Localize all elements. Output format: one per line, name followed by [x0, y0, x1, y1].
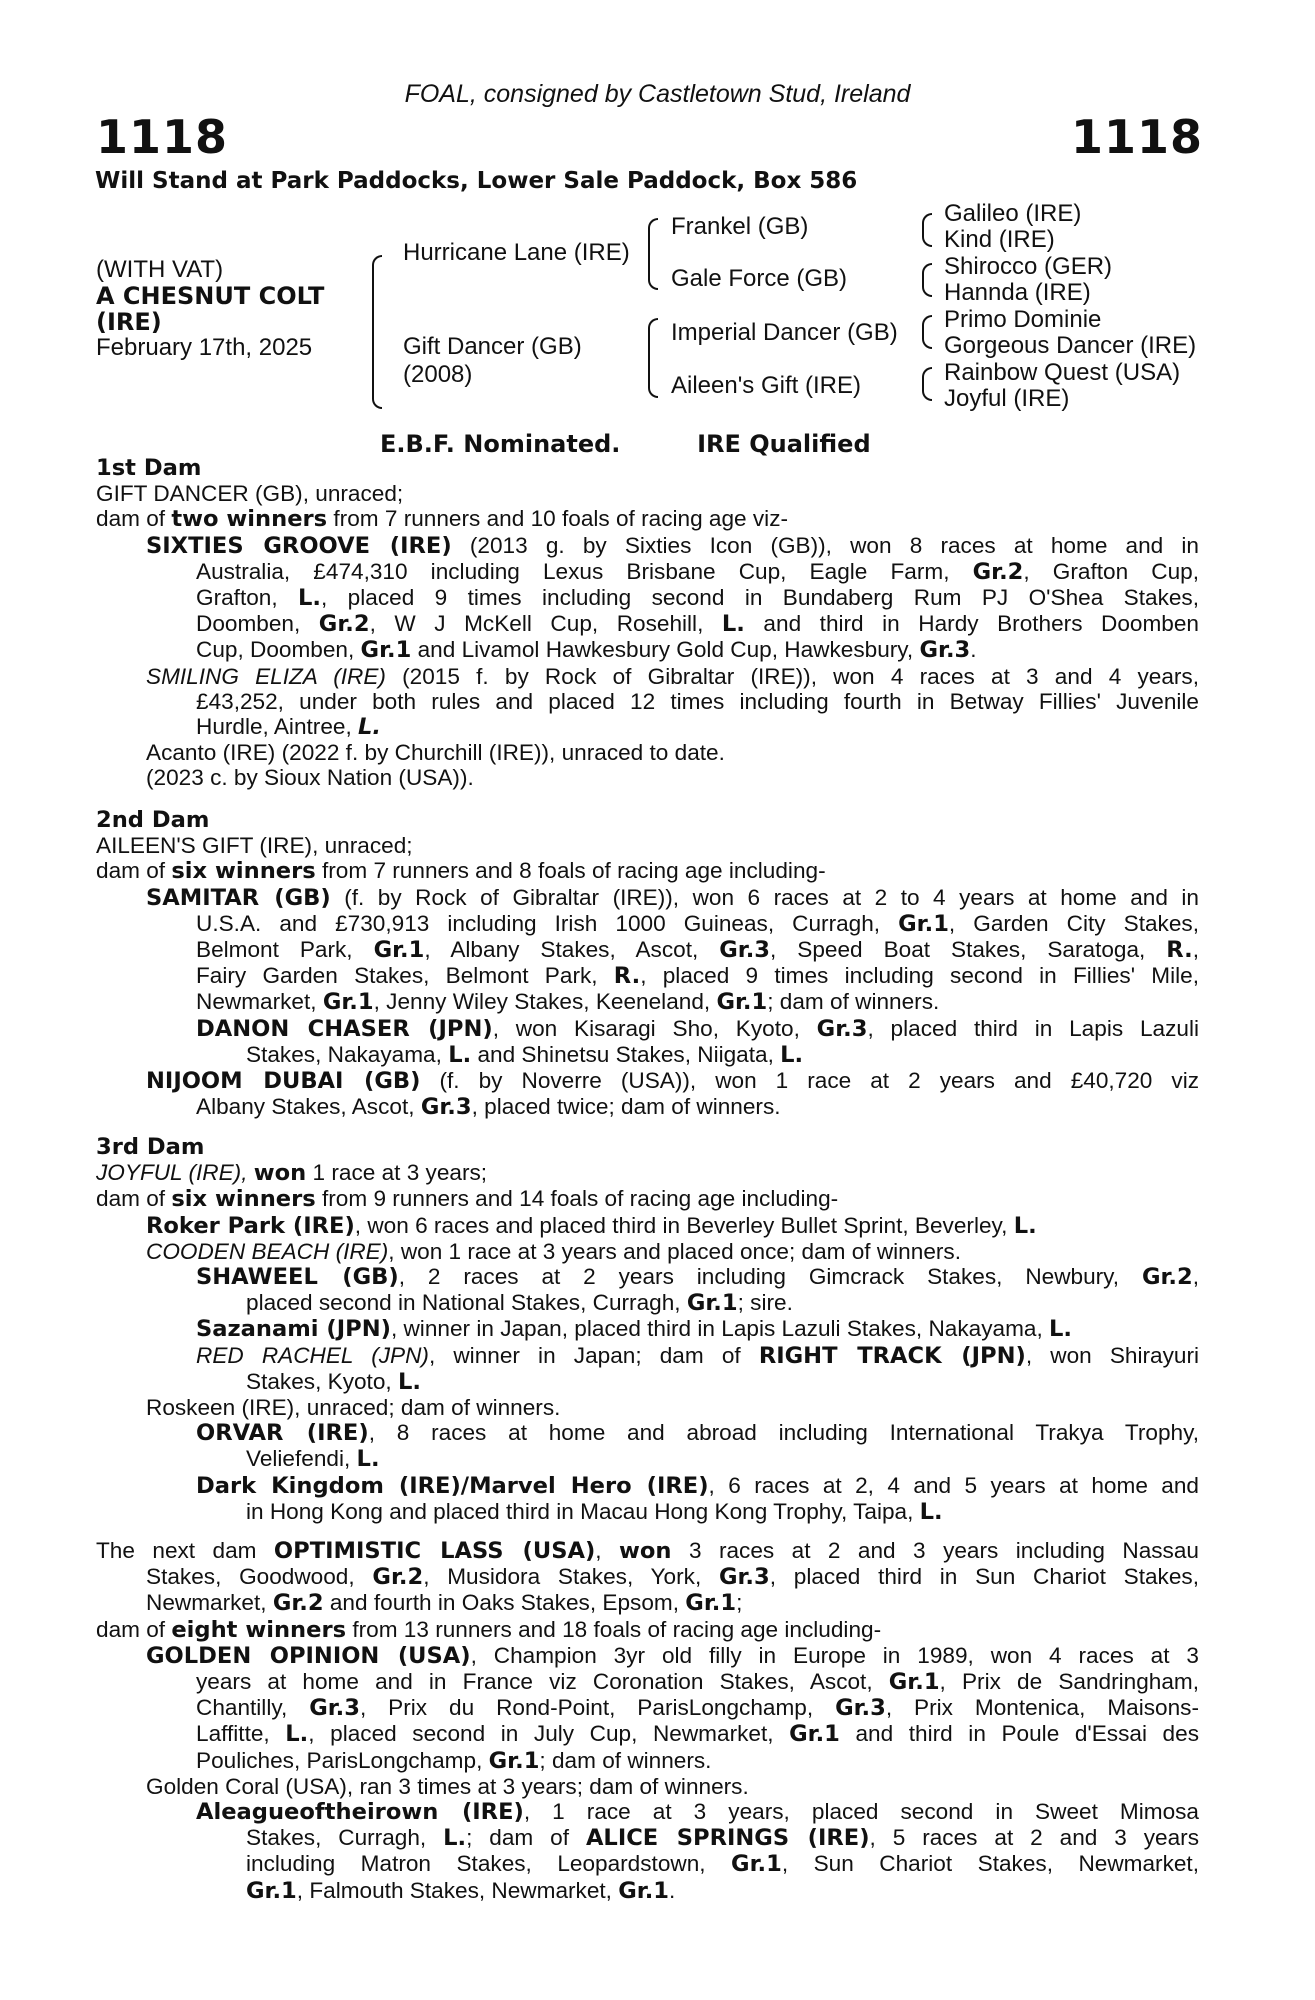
brace-ds: [922, 315, 932, 349]
second-dam-section: 2nd Dam AILEEN'S GIFT (IRE), unraced; dam of six winners from 7 runners and 8 foals of racing age including- SAMITAR (GB) (f. by Rock of Gibraltar (IRE)), won 6 races at 2 to 4 years at home and in U.S.A. and £730,913 including Irish 1000 Guineas, Curragh, Gr.1, Garden City Stakes, Belmont Park, Gr.1, Albany Stakes, Ascot, Gr.3, Speed Boat Stakes, Saratoga, R., Fairy Garden Stakes, Belmont Park, R., placed 9 times including second in Fillies' Mile, Newmarket, Gr.1, Jenny Wiley Stakes, Keeneland, Gr.1; dam of winners. DANON CHASER (JPN), won Kisaragi Sho, Kyoto, Gr.3, placed third in Lapis Lazuli Stakes, Nakayama, L. and Shinetsu Stakes, Niigata, L. NIJOOM DUBAI (GB) (f. by Noverre (USA)), won 1 race at 2 years and £40,720 viz Albany Stakes, Ascot, Gr.3, placed twice; dam of winners.: [96, 807, 1200, 1121]
produce-entry: Roker Park (IRE), won 6 races and placed third in Beverley Bullet Sprint, Beverley, L.: [146, 1212, 1037, 1239]
ddd: Joyful (IRE): [944, 385, 1070, 412]
produce-entry: (2023 c. by Sioux Nation (USA)).: [146, 765, 474, 791]
produce-entry: Sazanami (JPN), winner in Japan, placed third in Lapis Lazuli Stakes, Nakayama, L.: [196, 1316, 1073, 1343]
first-dam-section: 1st Dam GIFT DANCER (GB), unraced; dam of two winners from 7 runners and 10 foals of racing age viz- SIXTIES GROOVE (IRE) (2013 g. by Sixties Icon (GB)), won 8 races at home and in Australia, £474,310 including Lexus Brisbane Cup, Eagle Farm, Gr.2, Grafton Cup, Grafton, L., placed 9 times including second in Bundaberg Rum PJ O'Shea Stakes, Doomben, Gr.2, W J McKell Cup, Rosehill, L. and third in Hardy Brothers Doomben Cup, Doomben, Gr.1 and Livamol Hawkesbury Gold Cup, Hawkesbury, Gr.3. SMILING ELIZA (IRE) (2015 f. by Rock of Gibraltar (IRE)), won 4 races at 3 and 4 years, £43,252, under both rules and placed 12 times including fourth in Betway Fillies' Juvenile Hurdle, Aintree, L. Acanto (IRE) (2022 f. by Churchill (IRE)), unraced to date. (2023 c. by Sioux Nation (USA)).: [96, 455, 1200, 791]
produce-entry: Aleagueoftheirown (IRE), 1 race at 3 years, placed second in Sweet Mimosa: [196, 1799, 1199, 1826]
ire-note: IRE Qualified: [697, 430, 871, 458]
ebf-note: E.B.F. Nominated.: [380, 430, 621, 458]
brace-dam: [648, 318, 658, 398]
produce-entry: Golden Coral (USA), ran 3 times at 3 years; dam of winners.: [146, 1773, 749, 1799]
section-heading: 2nd Dam: [96, 807, 210, 833]
produce-entry: SIXTIES GROOVE (IRE) (2013 g. by Sixties Icon (GB)), won 8 races at home and in: [146, 532, 1199, 559]
produce-entry: GOLDEN OPINION (USA), Champion 3yr old filly in Europe in 1989, won 4 races at 3: [146, 1642, 1199, 1669]
dds: Rainbow Quest (USA): [944, 359, 1181, 386]
produce-entry: SHAWEEL (GB), 2 races at 2 years including Gimcrack Stakes, Newbury, Gr.2,: [196, 1264, 1200, 1291]
horse-name: A CHESNUT COLT: [96, 282, 325, 310]
next-dam-section: The next dam OPTIMISTIC LASS (USA), won 3 races at 2 and 3 years including Nassau Stakes, Goodwood, Gr.2, Musidora Stakes, York, Gr.3, placed third in Sun Chariot Stakes, Newmarket, Gr.2 and fourth in Oaks Stakes, Epsom, Gr.1; dam of eight winners from 13 runners and 18 foals of racing age including- GOLDEN OPINION (USA), Champion 3yr old filly in Europe in 1989, won 4 races at 3 years at home and in France viz Coronation Stakes, Ascot, Gr.1, Prix de Sandringham, Chantilly, Gr.3, Prix du Rond-Point, ParisLongchamp, Gr.3, Prix Montenica, Maisons- Laffitte, L., placed second in July Cup, Newmarket, Gr.1 and third in Poule d'Essai des Pouliches, ParisLongchamp, Gr.1; dam of winners. Golden Coral (USA), ran 3 times at 3 years; dam of winners. Aleagueoftheirown (IRE), 1 race at 3 years, placed second in Sweet Mimosa Stakes, Curragh, L.; dam of ALICE SPRINGS (IRE), 5 races at 2 and 3 years including Matron Stakes, Leopardstown, Gr.1, Sun Chariot Stakes, Newmarket, Gr.1, Falmouth Stakes, Newmarket, Gr.1.: [96, 1538, 1200, 1904]
section-heading: 3rd Dam: [96, 1134, 205, 1160]
dss: Primo Dominie: [944, 306, 1102, 333]
sdd: Hannda (IRE): [944, 279, 1091, 306]
sire: Hurricane Lane (IRE): [403, 239, 630, 266]
brace-sire: [648, 218, 658, 290]
dam-sire: Imperial Dancer (GB): [671, 319, 898, 346]
dam: Gift Dancer (GB): [403, 333, 582, 360]
dam-dam: Aileen's Gift (IRE): [671, 372, 861, 399]
dam-produce-line: dam of six winners from 7 runners and 8 foals of racing age including-: [96, 858, 826, 885]
section-heading: 1st Dam: [96, 455, 202, 481]
sire-sire: Frankel (GB): [671, 213, 809, 240]
sire-dam: Gale Force (GB): [671, 265, 848, 292]
produce-entry: DANON CHASER (JPN), won Kisaragi Sho, Kyoto, Gr.3, placed third in Lapis Lazuli: [196, 1015, 1199, 1042]
produce-entry: Dark Kingdom (IRE)/Marvel Hero (IRE), 6 races at 2, 4 and 5 years at home and: [196, 1472, 1199, 1499]
vat-label: (WITH VAT): [96, 256, 224, 283]
brace-ss: [922, 213, 932, 247]
lot-number-right: 1118: [1070, 110, 1203, 164]
produce-entry: Acanto (IRE) (2022 f. by Churchill (IRE)), unraced to date.: [146, 740, 725, 766]
stand-location: Will Stand at Park Paddocks, Lower Sale Paddock, Box 586: [95, 168, 858, 194]
horse-dob: February 17th, 2025: [96, 334, 313, 361]
brace-main: [372, 255, 382, 409]
produce-entry: ORVAR (IRE), 8 races at home and abroad including International Trakya Trophy,: [196, 1420, 1199, 1447]
produce-entry: RED RACHEL (JPN), winner in Japan; dam of RIGHT TRACK (JPN), won Shirayuri: [196, 1342, 1199, 1369]
dsd: Gorgeous Dancer (IRE): [944, 332, 1197, 359]
brace-dd: [922, 367, 932, 401]
dam-line: JOYFUL (IRE), won 1 race at 3 years;: [96, 1160, 488, 1187]
produce-entry: Roskeen (IRE), unraced; dam of winners.: [146, 1395, 561, 1421]
dam-year: (2008): [403, 361, 473, 388]
dam-produce-line: dam of six winners from 9 runners and 14 foals of racing age including-: [96, 1186, 839, 1213]
third-dam-section: 3rd Dam JOYFUL (IRE), won 1 race at 3 years; dam of six winners from 9 runners and 14 foals of racing age including- Roker Park (IRE), won 6 races and placed third in Beverley Bullet Sprint, Beverley, L. COODEN BEACH (IRE), won 1 race at 3 years and placed once; dam of winners. SHAWEEL (GB), 2 races at 2 years including Gimcrack Stakes, Newbury, Gr.2, placed second in National Stakes, Curragh, Gr.1; sire. Sazanami (JPN), winner in Japan, placed third in Lapis Lazuli Stakes, Nakayama, L. RED RACHEL (JPN), winner in Japan; dam of RIGHT TRACK (JPN), won Shirayuri Stakes, Kyoto, L. Roskeen (IRE), unraced; dam of winners. ORVAR (IRE), 8 races at home and abroad including International Trakya Trophy, Veliefendi, L. Dark Kingdom (IRE)/Marvel Hero (IRE), 6 races at 2, 4 and 5 years at home and in Hong Kong and placed third in Macau Hong Kong Trophy, Taipa, L.: [96, 1134, 1200, 1525]
brace-sd: [922, 263, 932, 297]
sss: Galileo (IRE): [944, 200, 1082, 227]
produce-entry: NIJOOM DUBAI (GB) (f. by Noverre (USA)), won 1 race at 2 years and £40,720 viz: [146, 1068, 1200, 1095]
dam-produce-line: dam of eight winners from 13 runners and 18 foals of racing age including-: [96, 1616, 882, 1643]
consignor-line: FOAL, consigned by Castletown Stud, Ireland: [404, 80, 911, 108]
dam-line: AILEEN'S GIFT (IRE), unraced;: [96, 833, 413, 859]
lot-number-left: 1118: [96, 110, 229, 164]
nomination-notes: [380, 430, 871, 459]
dam-line: The next dam OPTIMISTIC LASS (USA), won 3 races at 2 and 3 years including Nassau: [96, 1538, 1199, 1564]
ssd: Kind (IRE): [944, 226, 1055, 253]
produce-entry: SAMITAR (GB) (f. by Rock of Gibraltar (IRE)), won 6 races at 2 to 4 years at home and in: [146, 884, 1199, 911]
dam-produce-line: dam of two winners from 7 runners and 10 foals of racing age viz-: [96, 506, 789, 533]
produce-entry: SMILING ELIZA (IRE) (2015 f. by Rock of Gibraltar (IRE)), won 4 races at 3 and 4 years,: [146, 663, 1199, 689]
sds: Shirocco (GER): [944, 253, 1113, 280]
dam-line: GIFT DANCER (GB), unraced;: [96, 481, 404, 507]
produce-entry: COODEN BEACH (IRE), won 1 race at 3 years and placed once; dam of winners.: [146, 1238, 961, 1264]
horse-country: (IRE): [96, 308, 162, 336]
